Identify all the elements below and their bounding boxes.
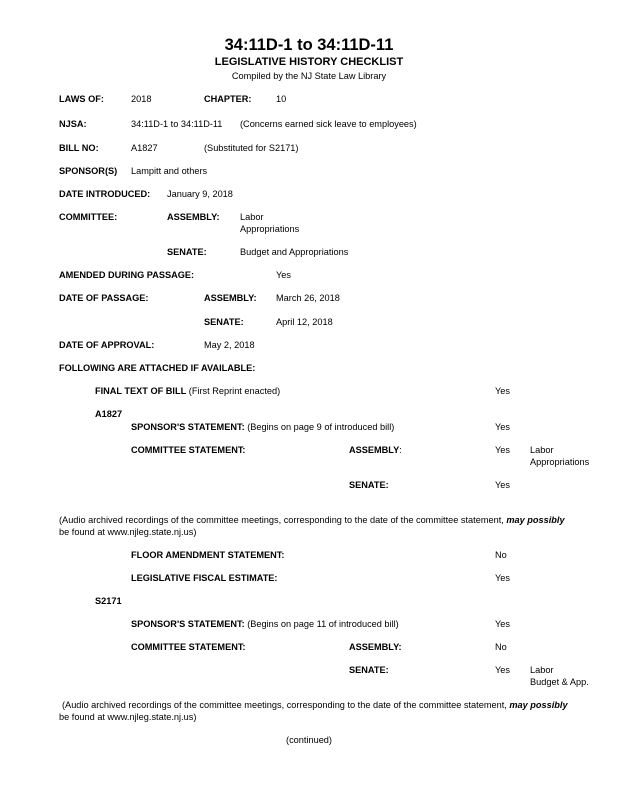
a1827-sponsor-statement-label: SPONSOR'S STATEMENT:	[131, 422, 245, 432]
passage-senate-label: SENATE:	[204, 317, 244, 327]
a1827-assembly-value: Yes	[495, 445, 510, 455]
audio-note-2-emph: may possibly	[509, 700, 568, 710]
njsa-note: (Concerns earned sick leave to employees)	[240, 119, 417, 129]
a1827-sponsor-statement-value: Yes	[495, 422, 510, 432]
committee-assembly-line1: Labor	[240, 212, 264, 222]
a1827-sponsor-statement-row	[131, 422, 394, 433]
a1827-assembly-label: ASSEMBLY	[349, 445, 400, 455]
bill-no-note: (Substituted for S2171)	[204, 143, 299, 153]
audio-note-1-line1	[59, 515, 565, 526]
a1827-senate-value: Yes	[495, 480, 510, 490]
sponsors-value: Lampitt and others	[131, 166, 208, 176]
amended-value: Yes	[276, 270, 291, 280]
laws-of-value: 2018	[131, 94, 152, 104]
s2171-senate-label: SENATE:	[349, 665, 389, 675]
s2171-assembly-label: ASSEMBLY:	[349, 642, 402, 652]
a1827-assembly-comm1: Labor	[530, 445, 554, 455]
date-of-passage-label: DATE OF PASSAGE:	[59, 293, 149, 303]
fiscal-estimate-value: Yes	[495, 573, 510, 583]
bill-no-value: A1827	[131, 143, 158, 153]
floor-amendment-value: No	[495, 550, 507, 560]
s2171-sponsor-statement-row	[131, 619, 399, 630]
a1827-sponsor-statement-note: (Begins on page 9 of introduced bill)	[247, 422, 395, 432]
final-text-row	[95, 386, 280, 397]
date-of-approval-label: DATE OF APPROVAL:	[59, 340, 155, 350]
njsa-value: 34:11D-1 to 34:11D-11	[131, 119, 223, 129]
s2171-senate-comm2: Budget & App.	[530, 677, 589, 687]
date-introduced-label: DATE INTRODUCED:	[59, 189, 151, 199]
page-title: 34:11D-1 to 34:11D-11	[224, 36, 394, 54]
audio-note-2-line1	[62, 700, 568, 711]
s2171-sponsor-statement-value: Yes	[495, 619, 510, 629]
chapter-value: 10	[276, 94, 287, 104]
final-text-label: FINAL TEXT OF BILL	[95, 386, 187, 396]
s2171-senate-value: Yes	[495, 665, 510, 675]
chapter-label: CHAPTER:	[204, 94, 252, 104]
committee-assembly-label: ASSEMBLY:	[167, 212, 220, 222]
amended-label: AMENDED DURING PASSAGE:	[59, 270, 195, 280]
date-introduced-value: January 9, 2018	[167, 189, 233, 199]
audio-note-2-line2: be found at www.njleg.state.nj.us)	[59, 712, 197, 722]
s2171-heading: S2171	[95, 596, 122, 606]
final-text-note: (First Reprint enacted)	[188, 386, 281, 396]
compiled-by: Compiled by the NJ State Law Library	[231, 71, 387, 81]
sponsors-label: SPONSOR(S)	[59, 166, 118, 176]
passage-assembly-label: ASSEMBLY:	[204, 293, 257, 303]
s2171-committee-statement-label: COMMITTEE STATEMENT:	[131, 642, 246, 652]
a1827-assembly-comm2: Appropriations	[530, 457, 590, 467]
s2171-sponsor-statement-label: SPONSOR'S STATEMENT:	[131, 619, 245, 629]
audio-note-1-text: (Audio archived recordings of the committee meetings, corresponding to the date of the committee statement,	[59, 515, 507, 525]
s2171-sponsor-statement-note: (Begins on page 11 of introduced bill)	[247, 619, 399, 629]
passage-senate-value: April 12, 2018	[276, 317, 333, 327]
continued-note: (continued)	[286, 735, 332, 745]
a1827-assembly-label-wrap	[349, 445, 402, 456]
committee-assembly-line2: Appropriations	[240, 224, 300, 234]
date-of-approval-value: May 2, 2018	[204, 340, 255, 350]
a1827-committee-statement-label: COMMITTEE STATEMENT:	[131, 445, 246, 455]
a1827-assembly-colon: :	[399, 445, 402, 455]
attached-heading: FOLLOWING ARE ATTACHED IF AVAILABLE:	[59, 363, 256, 373]
audio-note-1-line2: be found at www.njleg.state.nj.us)	[59, 527, 197, 537]
a1827-heading: A1827	[95, 409, 123, 419]
audio-note-1-emph: may possibly	[506, 515, 565, 525]
committee-label: COMMITTEE:	[59, 212, 118, 222]
final-text-value: Yes	[495, 386, 510, 396]
laws-of-label: LAWS OF:	[59, 94, 104, 104]
floor-amendment-label: FLOOR AMENDMENT STATEMENT:	[131, 550, 285, 560]
a1827-senate-label: SENATE:	[349, 480, 389, 490]
s2171-assembly-value: No	[495, 642, 507, 652]
page-subtitle: LEGISLATIVE HISTORY CHECKLIST	[214, 56, 404, 68]
njsa-label: NJSA:	[59, 119, 87, 129]
committee-senate-value: Budget and Appropriations	[240, 247, 349, 257]
s2171-senate-comm1: Labor	[530, 665, 554, 675]
fiscal-estimate-label: LEGISLATIVE FISCAL ESTIMATE:	[131, 573, 278, 583]
committee-senate-label: SENATE:	[167, 247, 207, 257]
passage-assembly-value: March 26, 2018	[276, 293, 340, 303]
audio-note-2-text: (Audio archived recordings of the committee meetings, corresponding to the date of the committee statement,	[62, 700, 510, 710]
bill-no-label: BILL NO:	[59, 143, 99, 153]
